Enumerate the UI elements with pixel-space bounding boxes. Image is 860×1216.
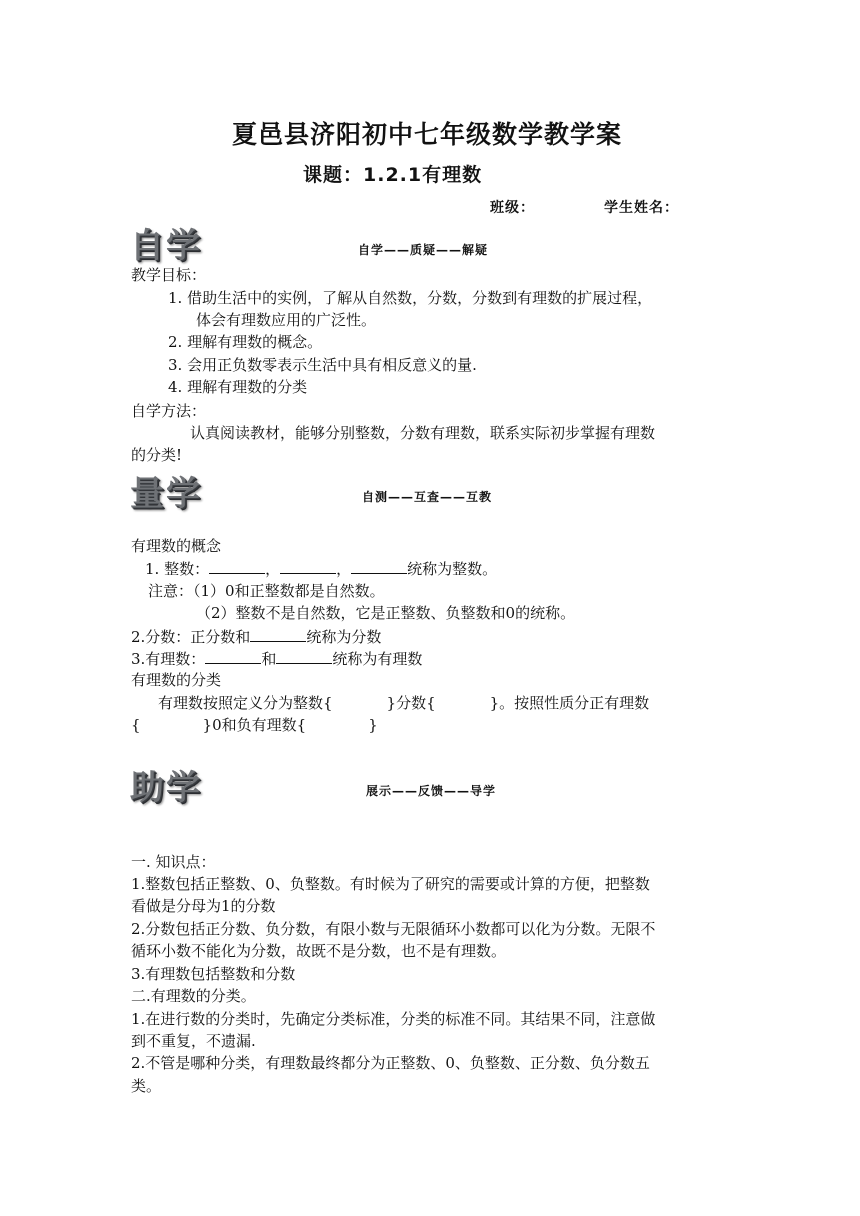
classification-title: 有理数的分类 xyxy=(131,671,222,689)
fill-blank[interactable] xyxy=(205,647,261,664)
section-heading-assist: 展示——反馈——导学 xyxy=(366,784,497,798)
knowledge-line: 看做是分母为1的分数 xyxy=(131,897,276,915)
goal-item: 2. 理解有理数的概念。 xyxy=(168,333,323,351)
class-text: }。按照性质分正有理数 xyxy=(489,694,650,712)
goal-item: 3. 会用正负数零表示生活中具有相反意义的量. xyxy=(168,356,477,374)
knowledge-line: 循环小数不能化为分数，故既不是分数，也不是有理数。 xyxy=(131,942,507,960)
concept-title: 有理数的概念 xyxy=(131,537,222,555)
method-text: 认真阅读教材，能够分别整数，分数有理数，联系实际初步掌握有理数 xyxy=(190,424,656,442)
section-word-assist: 助学 xyxy=(130,768,202,808)
section-heading-self-study: 自学——质疑——解疑 xyxy=(358,243,489,257)
knowledge-line: 2.分数包括正分数、负分数，有限小数与无限循环小数都可以化为分数。无限不 xyxy=(131,920,656,938)
note-line: 注意：（1）0和正整数都是自然数。 xyxy=(148,582,385,600)
fill-blank[interactable] xyxy=(351,557,407,574)
item-mid: 和 xyxy=(261,650,277,668)
item-prefix: 2.分数：正分数和 xyxy=(131,628,251,646)
comma: ， xyxy=(336,560,352,578)
item-suffix: 统称为分数 xyxy=(306,628,382,646)
knowledge-line: 到不重复，不遗漏. xyxy=(131,1032,256,1050)
fill-blank[interactable] xyxy=(209,557,265,574)
goal-item-continued: 体会有理数应用的广泛性。 xyxy=(196,311,377,329)
knowledge-line: 类。 xyxy=(131,1077,162,1095)
fraction-definition-line xyxy=(131,625,381,648)
goal-item: 4. 理解有理数的分类 xyxy=(168,378,308,396)
knowledge-line: 1.整数包括正整数、0、负整数。有时候为了研究的需要或计算的方便，把整数 xyxy=(131,875,650,893)
classification-line-continued xyxy=(131,714,378,736)
class-text: { xyxy=(131,716,141,734)
knowledge-line: 2.不管是哪种分类，有理数最终都分为正整数、0、负整数、正分数、负分数五 xyxy=(131,1054,650,1072)
goals-label: 教学目标： xyxy=(131,266,207,284)
item-suffix: 统称为整数。 xyxy=(407,560,498,578)
comma: ， xyxy=(265,560,281,578)
fill-blank[interactable] xyxy=(280,557,336,574)
section-word-measure: 量学 xyxy=(130,474,202,514)
fill-blank[interactable] xyxy=(250,625,306,642)
note-line: （2）整数不是自然数，它是正整数、负整数和0的统称。 xyxy=(196,604,576,622)
method-label: 自学方法： xyxy=(131,402,207,420)
integer-definition-line xyxy=(145,557,497,580)
goal-item: 1. 借助生活中的实例，了解从自然数，分数，分数到有理数的扩展过程， xyxy=(168,289,653,307)
student-name-label: 学生姓名： xyxy=(604,200,679,216)
class-text: } xyxy=(368,716,378,734)
class-text: 有理数按照定义分为整数{ xyxy=(158,694,333,712)
item-prefix: 1. 整数： xyxy=(145,560,210,578)
item-suffix: 统称为有理数 xyxy=(332,650,423,668)
section-heading-measure: 自测——互查——互教 xyxy=(362,490,493,504)
rational-definition-line xyxy=(131,647,422,670)
knowledge-line: 二.有理数的分类。 xyxy=(131,987,256,1005)
class-label: 班级： xyxy=(490,200,535,216)
classification-line xyxy=(158,692,649,714)
fill-blank[interactable] xyxy=(276,647,332,664)
method-text-continued: 的分类! xyxy=(131,446,183,464)
knowledge-line: 1.在进行数的分类时，先确定分类标准，分类的标准不同。其结果不同，注意做 xyxy=(131,1010,656,1028)
section-word-self-study: 自学 xyxy=(130,226,202,266)
document-title: 夏邑县济阳初中七年级数学教学案 xyxy=(232,120,623,149)
knowledge-line: 3.有理数包括整数和分数 xyxy=(131,965,296,983)
item-prefix: 3.有理数： xyxy=(131,650,206,668)
lesson-subtitle: 课题：1.2.1有理数 xyxy=(303,164,483,186)
knowledge-line: 一. 知识点： xyxy=(131,853,216,871)
class-text: }0和负有理数{ xyxy=(202,716,307,734)
class-text: }分数{ xyxy=(386,694,436,712)
